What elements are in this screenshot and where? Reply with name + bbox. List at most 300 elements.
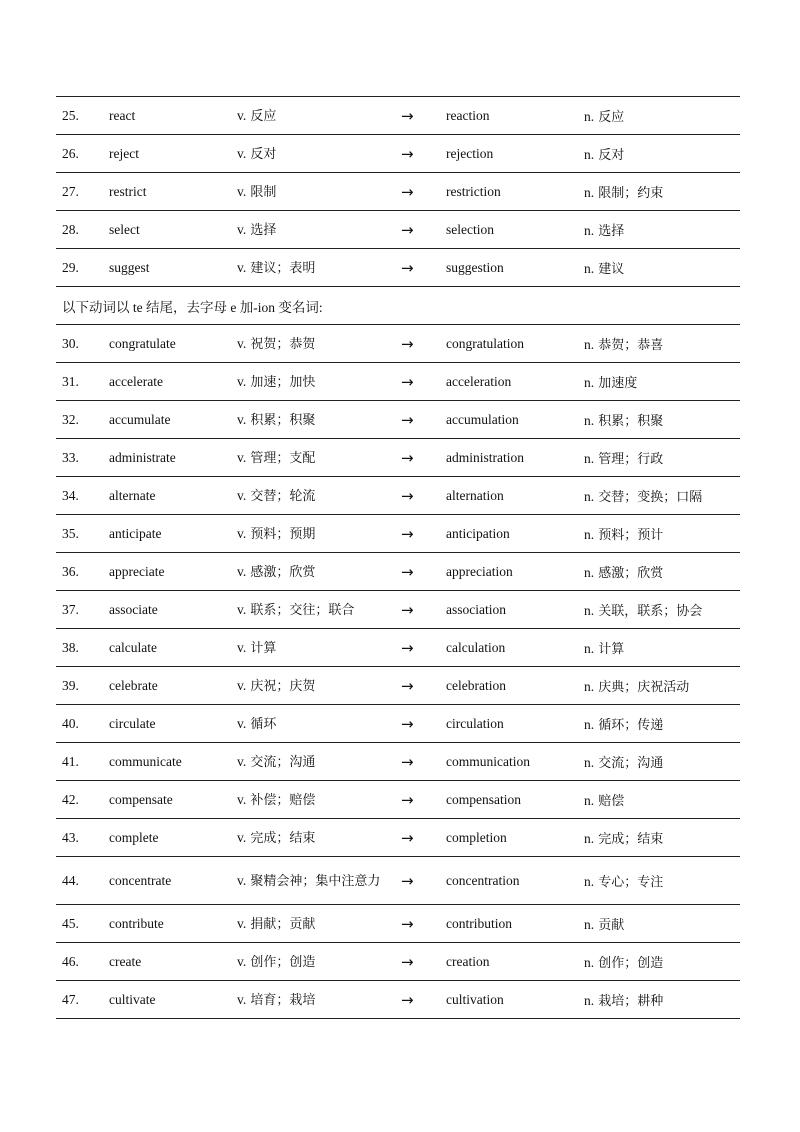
verb-meaning: [237, 564, 401, 580]
arrow-icon-arrow: →: [401, 752, 414, 771]
arrow-icon-arrow: →: [401, 106, 414, 125]
noun-meaning-n-pos: n.: [584, 679, 595, 694]
verb-meaning: [237, 260, 401, 276]
verb-meaning-v-cn: 反应: [250, 108, 277, 124]
noun-meaning-n-pos: n.: [584, 641, 595, 656]
verb-meaning: [237, 873, 401, 889]
noun-meaning: [584, 990, 740, 1009]
noun-meaning-n-cn: 循环；传递: [598, 718, 664, 733]
verb-word: [109, 954, 237, 970]
noun-word-noun: circulation: [446, 715, 504, 731]
noun-word: [446, 716, 584, 732]
arrow-icon: [401, 991, 446, 1009]
entry-number-num: 37.: [62, 601, 79, 617]
noun-meaning: [584, 220, 740, 239]
noun-word: [446, 450, 584, 466]
arrow-icon: [401, 449, 446, 467]
verb-meaning: [237, 488, 401, 504]
noun-word: [446, 792, 584, 808]
verb-meaning-v-pos: v.: [237, 953, 247, 969]
arrow-icon: [401, 487, 446, 505]
arrow-icon: [401, 335, 446, 353]
arrow-icon-arrow: →: [401, 562, 414, 581]
noun-meaning: [584, 562, 740, 581]
verb-word-verb: calculate: [109, 639, 157, 655]
noun-meaning: [584, 258, 740, 277]
noun-meaning-n-pos: n.: [584, 147, 595, 162]
verb-word: [109, 830, 237, 846]
noun-word: [446, 374, 584, 390]
noun-meaning-n-cn: 积累；积聚: [598, 414, 664, 429]
arrow-icon-arrow: →: [401, 600, 414, 619]
noun-word-noun: completion: [446, 829, 507, 845]
entry-number-num: 47.: [62, 991, 79, 1007]
verb-meaning-v-pos: v.: [237, 183, 247, 199]
entry-number-num: 44.: [62, 872, 79, 888]
arrow-icon-arrow: →: [401, 410, 414, 429]
table-row: [56, 905, 740, 943]
noun-meaning: [584, 334, 740, 353]
table-row: [56, 439, 740, 477]
verb-word-verb: compensate: [109, 791, 173, 807]
verb-word: [109, 184, 237, 200]
arrow-icon: [401, 915, 446, 933]
noun-word-noun: communication: [446, 753, 530, 769]
verb-word: [109, 222, 237, 238]
arrow-icon-arrow: →: [401, 828, 414, 847]
verb-meaning-v-cn: 计算: [250, 640, 277, 656]
noun-word: [446, 260, 584, 276]
entry-number-num: 26.: [62, 145, 79, 161]
noun-meaning-n-pos: n.: [584, 375, 595, 390]
verb-meaning-v-pos: v.: [237, 411, 247, 427]
noun-meaning-n-pos: n.: [584, 223, 595, 238]
arrow-icon-arrow: →: [401, 334, 414, 353]
entry-number-num: 32.: [62, 411, 79, 427]
noun-meaning: [584, 828, 740, 847]
verb-meaning: [237, 374, 401, 390]
entry-number: [56, 108, 109, 124]
verb-word: [109, 564, 237, 580]
verb-word-verb: associate: [109, 601, 158, 617]
verb-meaning: [237, 108, 401, 124]
table-row: [56, 553, 740, 591]
verb-meaning-v-cn: 循环: [250, 716, 277, 732]
entry-number-num: 35.: [62, 525, 79, 541]
entry-number-num: 41.: [62, 753, 79, 769]
noun-word: [446, 640, 584, 656]
noun-word-noun: suggestion: [446, 259, 504, 275]
noun-meaning-n-cn: 预料；预计: [598, 528, 664, 543]
noun-meaning-n-cn: 完成；结束: [598, 832, 664, 847]
noun-meaning-n-pos: n.: [584, 261, 595, 276]
arrow-icon: [401, 145, 446, 163]
verb-word-verb: select: [109, 221, 140, 237]
noun-meaning-n-cn: 赔偿: [598, 794, 625, 809]
noun-meaning-n-cn: 反应: [598, 110, 625, 125]
noun-word-noun: concentration: [446, 872, 520, 888]
entry-number-num: 36.: [62, 563, 79, 579]
arrow-icon-arrow: →: [401, 914, 414, 933]
arrow-icon-arrow: →: [401, 486, 414, 505]
noun-meaning-n-pos: n.: [584, 451, 595, 466]
verb-meaning-v-pos: v.: [237, 563, 247, 579]
verb-meaning-v-pos: v.: [237, 145, 247, 161]
verb-meaning-v-cn: 创作；创造: [250, 954, 316, 970]
table-row: [56, 629, 740, 667]
table-row: [56, 515, 740, 553]
arrow-icon: [401, 525, 446, 543]
entry-number: [56, 916, 109, 932]
verb-word: [109, 716, 237, 732]
entry-number-num: 46.: [62, 953, 79, 969]
noun-word: [446, 916, 584, 932]
table-row: [56, 591, 740, 629]
noun-meaning-n-pos: n.: [584, 565, 595, 580]
noun-word-noun: accumulation: [446, 411, 519, 427]
verb-meaning-v-pos: v.: [237, 221, 247, 237]
noun-meaning-n-pos: n.: [584, 793, 595, 808]
noun-meaning-n-cn: 关联，联系；协会: [598, 604, 703, 619]
noun-meaning: [584, 524, 740, 543]
verb-word: [109, 374, 237, 390]
verb-meaning: [237, 184, 401, 200]
noun-meaning-n-cn: 限制；约束: [598, 186, 664, 201]
verb-meaning-v-pos: v.: [237, 915, 247, 931]
verb-word-verb: communicate: [109, 753, 182, 769]
entry-number-num: 33.: [62, 449, 79, 465]
arrow-icon: [401, 563, 446, 581]
verb-meaning: [237, 792, 401, 808]
verb-meaning-v-cn: 聚精会神；集中注意力: [250, 873, 381, 889]
verb-meaning: [237, 678, 401, 694]
section-note: 以下动词以 te 结尾，去字母 e 加-ion 变名词:: [56, 287, 740, 325]
entry-number: [56, 184, 109, 200]
verb-meaning-v-pos: v.: [237, 829, 247, 845]
noun-meaning: [584, 914, 740, 933]
verb-word: [109, 678, 237, 694]
noun-meaning: [584, 410, 740, 429]
noun-meaning-n-cn: 选择: [598, 224, 625, 239]
verb-meaning-v-cn: 预料；预期: [250, 526, 316, 542]
verb-word-verb: circulate: [109, 715, 156, 731]
entry-number-num: 42.: [62, 791, 79, 807]
noun-meaning-n-cn: 恭贺；恭喜: [598, 338, 664, 353]
arrow-icon-arrow: →: [401, 182, 414, 201]
table-row: [56, 97, 740, 135]
arrow-icon: [401, 373, 446, 391]
noun-word: [446, 873, 584, 889]
table-row: [56, 401, 740, 439]
arrow-icon: [401, 791, 446, 809]
noun-word-noun: congratulation: [446, 335, 524, 351]
entry-number: [56, 450, 109, 466]
noun-word-noun: rejection: [446, 145, 494, 161]
noun-meaning-n-pos: n.: [584, 874, 595, 889]
noun-meaning-n-pos: n.: [584, 185, 595, 200]
verb-meaning: [237, 526, 401, 542]
arrow-icon-arrow: →: [401, 144, 414, 163]
entry-number: [56, 640, 109, 656]
noun-word-noun: contribution: [446, 915, 512, 931]
entry-number: [56, 954, 109, 970]
table-row: [56, 981, 740, 1019]
arrow-icon-arrow: →: [401, 524, 414, 543]
arrow-icon-arrow: →: [401, 220, 414, 239]
verb-meaning-v-cn: 捐献；贡献: [250, 916, 316, 932]
noun-meaning-n-pos: n.: [584, 603, 595, 618]
noun-meaning-n-cn: 计算: [598, 642, 625, 657]
verb-word-verb: reject: [109, 145, 139, 161]
verb-word-verb: celebrate: [109, 677, 158, 693]
verb-word-verb: accelerate: [109, 373, 163, 389]
entry-number: [56, 488, 109, 504]
verb-word: [109, 412, 237, 428]
verb-meaning-v-cn: 积累；积聚: [250, 412, 316, 428]
noun-word: [446, 222, 584, 238]
verb-meaning-v-pos: v.: [237, 335, 247, 351]
noun-word: [446, 564, 584, 580]
verb-meaning-v-cn: 培育；栽培: [250, 992, 316, 1008]
verb-meaning-v-pos: v.: [237, 715, 247, 731]
entry-number-num: 38.: [62, 639, 79, 655]
noun-word: [446, 526, 584, 542]
entry-number: [56, 526, 109, 542]
noun-word: [446, 108, 584, 124]
table-row: [56, 249, 740, 287]
noun-word-noun: appreciation: [446, 563, 513, 579]
noun-meaning-n-cn: 庆典；庆祝活动: [598, 680, 690, 695]
arrow-icon: [401, 677, 446, 695]
entry-number: [56, 374, 109, 390]
verb-word: [109, 146, 237, 162]
table-row: [56, 819, 740, 857]
arrow-icon: [401, 183, 446, 201]
noun-word-noun: alternation: [446, 487, 504, 503]
noun-word: [446, 830, 584, 846]
verb-meaning-v-pos: v.: [237, 487, 247, 503]
noun-meaning: [584, 106, 740, 125]
noun-word: [446, 602, 584, 618]
noun-meaning-n-cn: 交流；沟通: [598, 756, 664, 771]
verb-meaning: [237, 916, 401, 932]
verb-word: [109, 260, 237, 276]
table-row: [56, 211, 740, 249]
verb-word: [109, 754, 237, 770]
noun-meaning-n-cn: 栽培；耕种: [598, 994, 664, 1009]
entry-number: [56, 873, 109, 889]
noun-meaning-n-cn: 加速度: [598, 376, 638, 391]
table-row: [56, 705, 740, 743]
vocabulary-table: [56, 96, 740, 1019]
noun-meaning-n-cn: 交替；变换；口隔: [598, 490, 703, 505]
entry-number: [56, 716, 109, 732]
entry-number-num: 43.: [62, 829, 79, 845]
verb-meaning: [237, 830, 401, 846]
table-row: [56, 667, 740, 705]
verb-word-verb: cultivate: [109, 991, 156, 1007]
noun-meaning-n-pos: n.: [584, 489, 595, 504]
noun-meaning: [584, 871, 740, 890]
noun-word-noun: calculation: [446, 639, 506, 655]
arrow-icon-arrow: →: [401, 448, 414, 467]
noun-meaning-n-cn: 创作；创造: [598, 956, 664, 971]
entry-number: [56, 602, 109, 618]
verb-meaning-v-pos: v.: [237, 872, 247, 888]
verb-word: [109, 336, 237, 352]
verb-meaning-v-cn: 选择: [250, 222, 277, 238]
verb-meaning-v-cn: 感激；欣赏: [250, 564, 316, 580]
arrow-icon: [401, 829, 446, 847]
verb-meaning-v-pos: v.: [237, 753, 247, 769]
verb-meaning-v-cn: 交流；沟通: [250, 754, 316, 770]
arrow-icon: [401, 259, 446, 277]
noun-meaning: [584, 790, 740, 809]
verb-word: [109, 488, 237, 504]
arrow-icon: [401, 107, 446, 125]
arrow-icon: [401, 411, 446, 429]
verb-meaning-v-pos: v.: [237, 991, 247, 1007]
noun-meaning-n-pos: n.: [584, 527, 595, 542]
verb-meaning-v-pos: v.: [237, 791, 247, 807]
verb-meaning-v-cn: 庆祝；庆贺: [250, 678, 316, 694]
verb-meaning-v-cn: 完成；结束: [250, 830, 316, 846]
table-row: [56, 173, 740, 211]
entry-number-num: 45.: [62, 915, 79, 931]
verb-meaning: [237, 992, 401, 1008]
noun-meaning: [584, 638, 740, 657]
verb-word-verb: anticipate: [109, 525, 162, 541]
verb-meaning-v-cn: 限制: [250, 184, 277, 200]
verb-word: [109, 526, 237, 542]
entry-number: [56, 260, 109, 276]
noun-meaning-n-pos: n.: [584, 755, 595, 770]
verb-meaning-v-cn: 反对: [250, 146, 277, 162]
arrow-icon: [401, 715, 446, 733]
noun-meaning: [584, 752, 740, 771]
verb-word: [109, 992, 237, 1008]
noun-meaning-n-pos: n.: [584, 337, 595, 352]
entry-number: [56, 992, 109, 1008]
noun-meaning-n-cn: 建议: [598, 262, 625, 277]
entry-number-num: 29.: [62, 259, 79, 275]
table-row: [56, 363, 740, 401]
verb-meaning-v-pos: v.: [237, 373, 247, 389]
entry-number-num: 34.: [62, 487, 79, 503]
entry-number-num: 28.: [62, 221, 79, 237]
entry-number-num: 31.: [62, 373, 79, 389]
noun-word-noun: association: [446, 601, 506, 617]
verb-word: [109, 792, 237, 808]
verb-word: [109, 450, 237, 466]
verb-meaning: [237, 146, 401, 162]
verb-word-verb: suggest: [109, 259, 150, 275]
verb-word-verb: administrate: [109, 449, 176, 465]
verb-meaning: [237, 602, 401, 618]
noun-meaning: [584, 448, 740, 467]
verb-meaning: [237, 954, 401, 970]
noun-meaning: [584, 486, 740, 505]
arrow-icon: [401, 753, 446, 771]
entry-number-num: 25.: [62, 107, 79, 123]
verb-word: [109, 602, 237, 618]
noun-meaning: [584, 372, 740, 391]
table-row: [56, 781, 740, 819]
verb-meaning-v-cn: 补偿；赔偿: [250, 792, 316, 808]
verb-word-verb: appreciate: [109, 563, 165, 579]
arrow-icon-arrow: →: [401, 952, 414, 971]
verb-meaning-v-cn: 交替；轮流: [250, 488, 316, 504]
verb-meaning-v-pos: v.: [237, 259, 247, 275]
noun-word-noun: creation: [446, 953, 490, 969]
noun-meaning-n-cn: 贡献: [598, 918, 625, 933]
arrow-icon-arrow: →: [401, 372, 414, 391]
verb-meaning-v-pos: v.: [237, 525, 247, 541]
table-row: [56, 477, 740, 515]
noun-word: [446, 412, 584, 428]
verb-meaning: [237, 450, 401, 466]
noun-word: [446, 954, 584, 970]
noun-word-noun: administration: [446, 449, 524, 465]
table-row: [56, 943, 740, 981]
noun-meaning: [584, 144, 740, 163]
entry-number-num: 39.: [62, 677, 79, 693]
verb-word-verb: create: [109, 953, 142, 969]
verb-word: [109, 640, 237, 656]
verb-word-verb: accumulate: [109, 411, 171, 427]
arrow-icon: [401, 639, 446, 657]
verb-meaning: [237, 336, 401, 352]
noun-meaning-n-cn: 管理；行政: [598, 452, 664, 467]
noun-word-noun: restriction: [446, 183, 501, 199]
verb-meaning-v-pos: v.: [237, 677, 247, 693]
arrow-icon: [401, 221, 446, 239]
noun-meaning-n-pos: n.: [584, 717, 595, 732]
verb-meaning: [237, 754, 401, 770]
verb-meaning-v-cn: 管理；支配: [250, 450, 316, 466]
noun-word: [446, 754, 584, 770]
verb-word-verb: restrict: [109, 183, 147, 199]
noun-meaning: [584, 600, 740, 619]
arrow-icon-arrow: →: [401, 990, 414, 1009]
arrow-icon: [401, 872, 446, 890]
noun-meaning: [584, 676, 740, 695]
noun-meaning-n-pos: n.: [584, 917, 595, 932]
arrow-icon-arrow: →: [401, 714, 414, 733]
entry-number: [56, 564, 109, 580]
verb-meaning-v-cn: 祝贺；恭贺: [250, 336, 316, 352]
noun-meaning-n-cn: 反对: [598, 148, 625, 163]
verb-meaning: [237, 222, 401, 238]
verb-meaning-v-pos: v.: [237, 449, 247, 465]
verb-meaning-v-cn: 建议；表明: [250, 260, 316, 276]
noun-meaning-n-pos: n.: [584, 413, 595, 428]
verb-word-verb: alternate: [109, 487, 156, 503]
noun-meaning-n-cn: 感激；欣赏: [598, 566, 664, 581]
verb-meaning-v-pos: v.: [237, 639, 247, 655]
verb-meaning: [237, 640, 401, 656]
noun-word: [446, 992, 584, 1008]
arrow-icon-arrow: →: [401, 790, 414, 809]
entry-number: [56, 146, 109, 162]
verb-meaning: [237, 716, 401, 732]
verb-word: [109, 916, 237, 932]
verb-word-verb: complete: [109, 829, 159, 845]
entry-number-num: 40.: [62, 715, 79, 731]
noun-word-noun: celebration: [446, 677, 506, 693]
verb-meaning-v-cn: 加速；加快: [250, 374, 316, 390]
entry-number: [56, 792, 109, 808]
